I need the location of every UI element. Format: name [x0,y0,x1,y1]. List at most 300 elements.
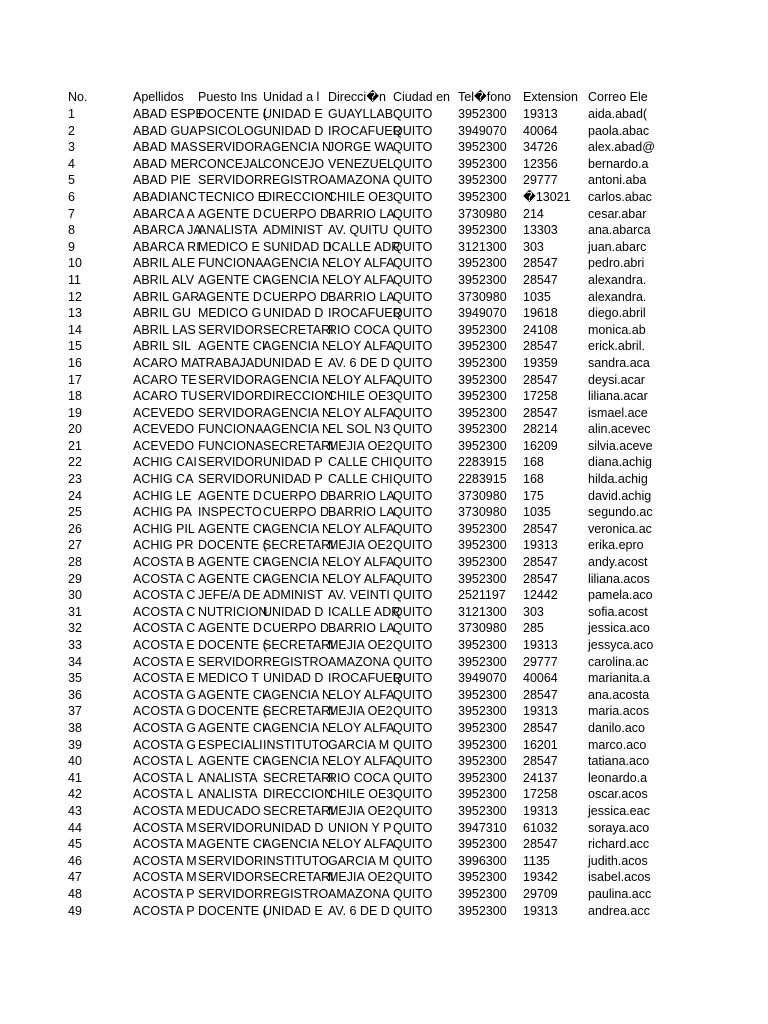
cell-telefono: 3952300 [458,355,507,370]
cell-unidad: UNIDAD E [263,355,323,370]
cell-no: 1 [68,107,75,121]
cell-no: 47 [68,870,82,885]
table-row [68,620,654,637]
cell-correo: segundo.ac [588,505,653,520]
cell-puesto: FUNCIONA [198,438,264,453]
cell-no: 34 [68,654,82,669]
cell-ciudad: QUITO [393,438,433,453]
cell-puesto: ANALISTA [198,770,258,785]
cell-correo: oscar.acos [588,787,648,802]
cell-correo: paulina.acc [588,886,652,901]
cell-apellidos: ACOSTA G [133,704,196,719]
cell-direccion: CHILE OE3 [328,787,394,802]
cell-unidad: UNIDAD D [263,671,324,686]
cell-ciudad: QUITO [393,704,433,719]
cell-telefono: 3947310 [458,820,507,835]
table-row [68,654,654,671]
cell-correo: alexandra. [588,272,647,287]
table-row [68,305,654,322]
cell-apellidos: ABAD MAS [133,140,198,155]
cell-telefono: 3730980 [458,621,507,636]
cell-no: 29 [68,571,82,586]
cell-telefono: 3952300 [458,903,507,918]
cell-ciudad: QUITO [393,488,433,503]
cell-apellidos: ACHIG PA [133,505,192,520]
cell-telefono: 3952300 [458,571,507,586]
table-row [68,604,654,621]
cell-telefono: 3952300 [458,256,507,271]
cell-apellidos: ABRIL GAR [133,289,200,304]
cell-correo: soraya.aco [588,820,650,835]
cell-direccion: GARCIA M [328,853,390,868]
cell-unidad: SECRETARI [263,638,334,652]
cell-apellidos: ACEVEDO [133,438,195,453]
cell-extension: 28547 [523,687,558,702]
cell-ciudad: QUITO [393,671,433,686]
cell-ciudad: QUITO [393,803,433,818]
cell-puesto: TRABAJAD [198,355,264,370]
cell-unidad: AGENCIA N [263,372,332,387]
cell-extension: 19313 [523,107,558,121]
cell-direccion: GUAYLLAB [328,107,394,121]
cell-correo: ismael.ace [588,405,648,420]
cell-correo: jessica.aco [588,621,650,636]
cell-direccion: BARRIO LA [328,289,395,304]
cell-extension: 19313 [523,538,558,553]
cell-telefono: 3952300 [458,770,507,785]
cell-puesto: SERVIDOR [198,886,264,901]
cell-apellidos: ACOSTA B [133,555,195,570]
cell-puesto: AGENTE D [198,289,262,304]
cell-direccion: JORGE WA [328,140,395,155]
cell-ciudad: QUITO [393,107,433,121]
cell-puesto: AGENTE CI [198,521,266,536]
table-row [68,272,654,289]
cell-no: 45 [68,837,82,852]
cell-puesto: MEDICO T [198,671,259,686]
cell-telefono: 3121300 [458,239,507,254]
cell-correo: alexandra. [588,289,647,304]
cell-puesto: AGENTE CI [198,754,266,769]
cell-apellidos: ACOSTA C [133,588,196,603]
cell-direccion: ELOY ALFA [328,372,395,387]
cell-no: 27 [68,538,82,553]
cell-ciudad: QUITO [393,173,433,188]
cell-ciudad: QUITO [393,422,433,437]
cell-telefono: 3952300 [458,886,507,901]
cell-puesto: AGENTE CI [198,687,266,702]
cell-apellidos: ACEVEDO [133,405,195,420]
cell-apellidos: ACOSTA M [133,837,197,852]
cell-extension: 168 [523,472,544,487]
cell-apellidos: ACHIG CA [133,472,194,487]
cell-unidad: DIRECCION [263,787,334,802]
cell-extension: 34726 [523,140,558,155]
cell-no: 26 [68,521,82,536]
cell-extension: 40064 [523,123,558,138]
table-row [68,886,654,903]
cell-telefono: 3952300 [458,555,507,570]
cell-extension: 175 [523,488,544,503]
table-row [68,488,654,505]
table-row [68,172,654,189]
cell-puesto: DOCENTE ( [198,903,267,918]
cell-telefono: 3952300 [458,870,507,885]
cell-extension: 285 [523,621,544,636]
cell-apellidos: ACARO MA [133,355,200,370]
cell-direccion: GARCIA M [328,737,390,752]
cell-ciudad: QUITO [393,140,433,155]
cell-correo: diana.achig [588,455,652,470]
cell-no: 21 [68,438,82,453]
cell-no: 31 [68,604,82,619]
cell-no: 8 [68,223,75,238]
cell-unidad: SECRETARI [263,704,334,719]
cell-ciudad: QUITO [393,820,433,835]
cell-unidad: ADMINIST [263,588,323,603]
cell-extension: 28547 [523,256,558,271]
cell-no: 17 [68,372,82,387]
cell-correo: andy.acost [588,555,648,570]
table-row [68,189,654,206]
cell-ciudad: QUITO [393,355,433,370]
table-row [68,820,654,837]
cell-unidad: REGISTRO [263,886,329,901]
cell-ciudad: QUITO [393,322,433,337]
cell-apellidos: ACHIG CAI [133,455,197,470]
cell-puesto: ANALISTA [198,223,258,238]
cell-apellidos: ACOSTA L [133,754,194,769]
cell-apellidos: ACOSTA C [133,621,196,636]
cell-extension: 17258 [523,389,558,404]
cell-ciudad: QUITO [393,588,433,603]
cell-apellidos: ACHIG PIL [133,521,195,536]
cell-ciudad: QUITO [393,389,433,404]
cell-apellidos: ABRIL GU [133,306,191,321]
cell-ciudad: QUITO [393,455,433,470]
cell-correo: cesar.abar [588,206,647,221]
cell-extension: 29777 [523,654,558,669]
table-body [68,106,654,919]
cell-correo: david.achig [588,488,652,503]
table-row [68,206,654,223]
cell-extension: 16201 [523,737,558,752]
cell-direccion: ELOY ALFA [328,720,395,735]
cell-correo: erick.abril. [588,339,645,354]
cell-extension: 1035 [523,505,551,520]
cell-direccion: RIO COCA [328,322,390,337]
cell-unidad: AGENCIA N [263,521,332,536]
cell-unidad: UNIDAD E [263,903,323,918]
cell-telefono: 3996300 [458,853,507,868]
cell-extension: 19313 [523,704,558,719]
cell-telefono: 3949070 [458,123,507,138]
cell-extension: 28547 [523,555,558,570]
spreadsheet-table [68,89,654,919]
cell-telefono: 3730980 [458,206,507,221]
cell-no: 37 [68,704,82,719]
cell-no: 4 [68,156,75,171]
cell-no: 33 [68,638,82,652]
header-puesto: Puesto Ins [198,90,258,104]
cell-no: 49 [68,903,82,918]
cell-unidad: AGENCIA N [263,555,332,570]
cell-ciudad: QUITO [393,870,433,885]
cell-ciudad: QUITO [393,886,433,901]
table-row [68,289,654,306]
cell-telefono: 3952300 [458,538,507,553]
cell-direccion: CHILE OE3 [328,389,394,404]
cell-correo: deysi.acar [588,372,645,387]
cell-telefono: 3730980 [458,505,507,520]
cell-direccion: ELOY ALFA [328,555,395,570]
cell-no: 36 [68,687,82,702]
cell-apellidos: ABARCA RI [133,239,200,254]
table-row [68,388,654,405]
cell-extension: 29709 [523,886,558,901]
cell-unidad: AGENCIA N [263,687,332,702]
header-apellidos: Apellidos [133,90,184,104]
cell-telefono: 3952300 [458,389,507,404]
cell-direccion: EL SOL N3 [328,422,391,437]
header-telefono: Tel�fono [458,90,512,104]
table-row [68,521,654,538]
cell-direccion: AMAZONA [328,886,390,901]
cell-puesto: SERVIDOR [198,140,264,155]
cell-telefono: 3952300 [458,687,507,702]
cell-telefono: 3730980 [458,488,507,503]
cell-no: 20 [68,422,82,437]
cell-extension: 28547 [523,405,558,420]
cell-puesto: MEDICO E [198,239,260,254]
cell-extension: 303 [523,604,544,619]
cell-direccion: ELOY ALFA [328,754,395,769]
header-row [68,89,654,106]
cell-correo: leonardo.a [588,770,648,785]
cell-extension: 12442 [523,588,558,603]
cell-correo: carolina.ac [588,654,649,669]
cell-apellidos: ACEVEDO [133,422,195,437]
cell-no: 22 [68,455,82,470]
cell-ciudad: QUITO [393,156,433,171]
cell-ciudad: QUITO [393,405,433,420]
cell-unidad: AGENCIA N [263,571,332,586]
cell-direccion: AV. 6 DE D [328,903,390,918]
cell-unidad: SECRETARI [263,803,334,818]
table-row [68,720,654,737]
cell-extension: 19313 [523,638,558,652]
cell-unidad: CUERPO D [263,505,329,520]
cell-unidad: AGENCIA N [263,837,332,852]
cell-unidad: CONCEJO [263,156,325,171]
cell-direccion: IROCAFUER [328,671,402,686]
cell-no: 35 [68,671,82,686]
cell-puesto: FUNCIONA [198,422,264,437]
cell-unidad: UNIDAD P [263,455,323,470]
cell-direccion: ICALLE ADR [328,604,401,619]
cell-correo: veronica.ac [588,521,652,536]
table-row [68,571,654,588]
cell-puesto: INSPECTO [198,505,262,520]
table-row [68,670,654,687]
header-extension: Extension [523,90,578,104]
cell-correo: danilo.aco [588,720,645,735]
cell-apellidos: ABRIL ALV [133,272,195,287]
cell-correo: pamela.aco [588,588,653,603]
table-row [68,139,654,156]
cell-apellidos: ACOSTA P [133,886,195,901]
cell-telefono: 3952300 [458,405,507,420]
cell-direccion: MEJIA OE2 [328,704,393,719]
cell-extension: 61032 [523,820,558,835]
cell-puesto: AGENTE CI [198,837,266,852]
table-row [68,454,654,471]
cell-ciudad: QUITO [393,339,433,354]
cell-telefono: 3952300 [458,787,507,802]
cell-ciudad: QUITO [393,189,433,204]
cell-puesto: FUNCIONA [198,256,264,271]
cell-correo: silvia.aceve [588,438,653,453]
cell-unidad: AGENCIA N [263,422,332,437]
cell-extension: 28547 [523,837,558,852]
cell-ciudad: QUITO [393,555,433,570]
cell-puesto: AGENTE CI [198,720,266,735]
cell-direccion: MEJIA OE2 [328,438,393,453]
cell-apellidos: ACOSTA G [133,737,196,752]
cell-unidad: AGENCIA N [263,339,332,354]
cell-direccion: ELOY ALFA [328,521,395,536]
table-row [68,770,654,787]
cell-correo: liliana.acar [588,389,648,404]
cell-telefono: 3952300 [458,189,507,204]
cell-puesto: DOCENTE ( [198,107,267,121]
table-row [68,853,654,870]
cell-unidad: REGISTRO [263,654,329,669]
cell-puesto: SERVIDOR [198,322,264,337]
cell-direccion: MEJIA OE2 [328,638,393,652]
cell-ciudad: QUITO [393,272,433,287]
cell-no: 14 [68,322,82,337]
cell-correo: erika.epro [588,538,644,553]
cell-extension: 24108 [523,322,558,337]
cell-apellidos: ACARO TU [133,389,198,404]
cell-ciudad: QUITO [393,687,433,702]
table-row [68,637,654,654]
cell-apellidos: ABRIL SIL [133,339,191,354]
cell-correo: antoni.aba [588,173,647,188]
cell-puesto: AGENTE D [198,206,262,221]
cell-extension: 19618 [523,306,558,321]
cell-puesto: TECNICO E [198,189,267,204]
table-row [68,338,654,355]
cell-no: 19 [68,405,82,420]
cell-puesto: DOCENTE ( [198,538,267,553]
cell-correo: marco.aco [588,737,647,752]
cell-ciudad: QUITO [393,621,433,636]
cell-unidad: INSTITUTO [263,737,329,752]
table-row [68,753,654,770]
cell-direccion: CHILE OE3 [328,189,394,204]
cell-ciudad: QUITO [393,372,433,387]
cell-apellidos: ABAD MER [133,156,199,171]
cell-unidad: DIRECCION [263,389,334,404]
cell-apellidos: ACOSTA L [133,770,194,785]
cell-apellidos: ACOSTA M [133,853,197,868]
table-row [68,504,654,521]
cell-extension: 13303 [523,223,558,238]
cell-ciudad: QUITO [393,638,433,652]
cell-telefono: 3952300 [458,704,507,719]
cell-puesto: AGENTE CI [198,272,266,287]
cell-ciudad: QUITO [393,306,433,321]
cell-apellidos: ACOSTA L [133,787,194,802]
cell-telefono: 3952300 [458,272,507,287]
cell-extension: 19359 [523,355,558,370]
cell-extension: 1035 [523,289,551,304]
table-row [68,421,654,438]
cell-direccion: ELOY ALFA [328,272,395,287]
table-row [68,703,654,720]
cell-extension: 303 [523,239,544,254]
cell-ciudad: QUITO [393,654,433,669]
cell-puesto: SERVIDOR [198,472,264,487]
cell-correo: alex.abad@ [588,140,655,155]
cell-ciudad: QUITO [393,256,433,271]
cell-telefono: 3952300 [458,654,507,669]
cell-direccion: BARRIO LA [328,206,395,221]
cell-correo: carlos.abac [588,189,652,204]
cell-apellidos: ACOSTA E [133,638,195,652]
cell-correo: hilda.achig [588,472,648,487]
cell-apellidos: ACHIG LE [133,488,192,503]
cell-extension: 28547 [523,372,558,387]
cell-no: 10 [68,256,82,271]
cell-unidad: SECRETARI [263,438,334,453]
cell-puesto: AGENTE CI [198,339,266,354]
cell-no: 32 [68,621,82,636]
cell-extension: 12356 [523,156,558,171]
cell-direccion: ELOY ALFA [328,687,395,702]
cell-no: 44 [68,820,82,835]
cell-no: 42 [68,787,82,802]
cell-extension: 29777 [523,173,558,188]
cell-no: 2 [68,123,75,138]
cell-direccion: CALLE CHI [328,455,393,470]
cell-unidad: UNIDAD D [263,123,324,138]
cell-ciudad: QUITO [393,239,433,254]
cell-extension: 24137 [523,770,558,785]
cell-apellidos: ACOSTA C [133,604,196,619]
cell-puesto: MEDICO G [198,306,262,321]
cell-correo: jessyca.aco [588,638,654,652]
cell-unidad: SECRETARI [263,322,334,337]
cell-telefono: 3952300 [458,156,507,171]
cell-unidad: SUNIDAD D [263,239,332,254]
cell-extension: 16209 [523,438,558,453]
cell-unidad: AGENCIA N [263,140,332,155]
cell-ciudad: QUITO [393,737,433,752]
cell-extension: 28547 [523,272,558,287]
cell-apellidos: ABRIL LAS [133,322,196,337]
cell-puesto: SERVIDOR [198,372,264,387]
cell-ciudad: QUITO [393,206,433,221]
cell-telefono: 2521197 [458,588,506,603]
cell-telefono: 3952300 [458,140,507,155]
cell-correo: richard.acc [588,837,650,852]
cell-ciudad: QUITO [393,571,433,586]
cell-no: 23 [68,472,82,487]
cell-no: 38 [68,720,82,735]
